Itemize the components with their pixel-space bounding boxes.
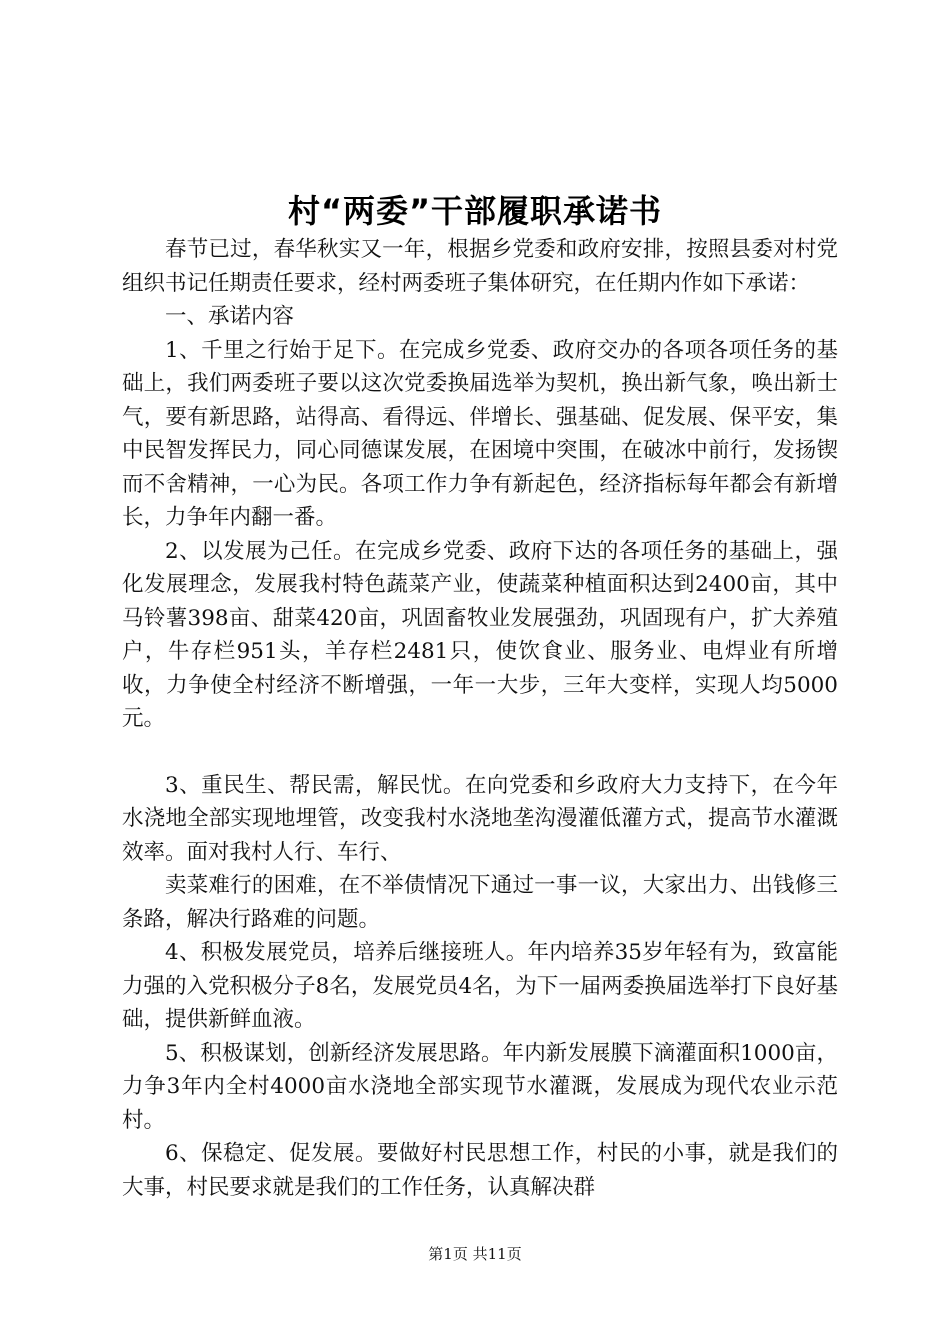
commitment-item-3-continued: 卖菜难行的困难，在不举债情况下通过一事一议，大家出力、出钱修三条路，解决行路难的问题。 — [122, 873, 838, 932]
document-title: 村“两委”干部履职承诺书 — [287, 192, 663, 230]
document-body — [122, 233, 838, 1204]
commitment-item-6: 6、保稳定、促发展。要做好村民思想工作，村民的小事，就是我们的大事，村民要求就是我们的工作任务，认真解决群 — [122, 1141, 838, 1200]
commitment-item-2: 2、以发展为己任。在完成乡党委、政府下达的各项任务的基础上，强化发展理念，发展我村特色蔬菜产业，使蔬菜种植面积达到2400亩，其中马铃薯398亩、甜菜420亩，巩固畜牧业发展强劲，巩固现有户，扩大养殖户，牛存栏951头，羊存栏2481只，使饮食业、服务业、电焊业有所增收，力争使全村经济不断增强，一年一大步，三年大变样，实现人均5000元。 — [122, 538, 838, 731]
section-heading: 一、承诺内容 — [165, 304, 295, 329]
commitment-item-5: 5、积极谋划，创新经济发展思路。年内新发展膜下滴灌面积1000亩，力争3年内全村4000亩水浇地全部实现节水灌溉，发展成为现代农业示范村。 — [122, 1040, 838, 1133]
page-number-footer: 第1页 共11页 — [428, 1245, 522, 1263]
commitment-item-3: 3、重民生、帮民需，解民忧。在向党委和乡政府大力支持下，在今年水浇地全部实现地埋管，改变我村水浇地垄沟漫灌低灌方式，提高节水灌溉效率。面对我村人行、车行、 — [122, 772, 838, 865]
intro-paragraph: 春节已过，春华秋实又一年，根据乡党委和政府安排，按照县委对村党组织书记任期责任要求，经村两委班子集体研究，在任期内作如下承诺： — [122, 237, 838, 296]
commitment-item-1: 1、千里之行始于足下。在完成乡党委、政府交办的各项各项任务的基础上，我们两委班子要以这次党委换届选举为契机，换出新气象，唤出新士气，要有新思路，站得高、看得远、伴增长、强基础、促发展、保平安，集中民智发挥民力，同心同德谋发展，在困境中突围，在破冰中前行，发扬锲而不舍精神，一心为民。各项工作力争有新起色，经济指标每年都会有新增长，力争年内翻一番。 — [122, 337, 838, 530]
commitment-item-4: 4、积极发展党员，培养后继接班人。年内培养35岁年轻有为，致富能力强的入党积极分子8名，发展党员4名，为下一届两委换届选举打下良好基础，提供新鲜血液。 — [122, 940, 838, 1032]
